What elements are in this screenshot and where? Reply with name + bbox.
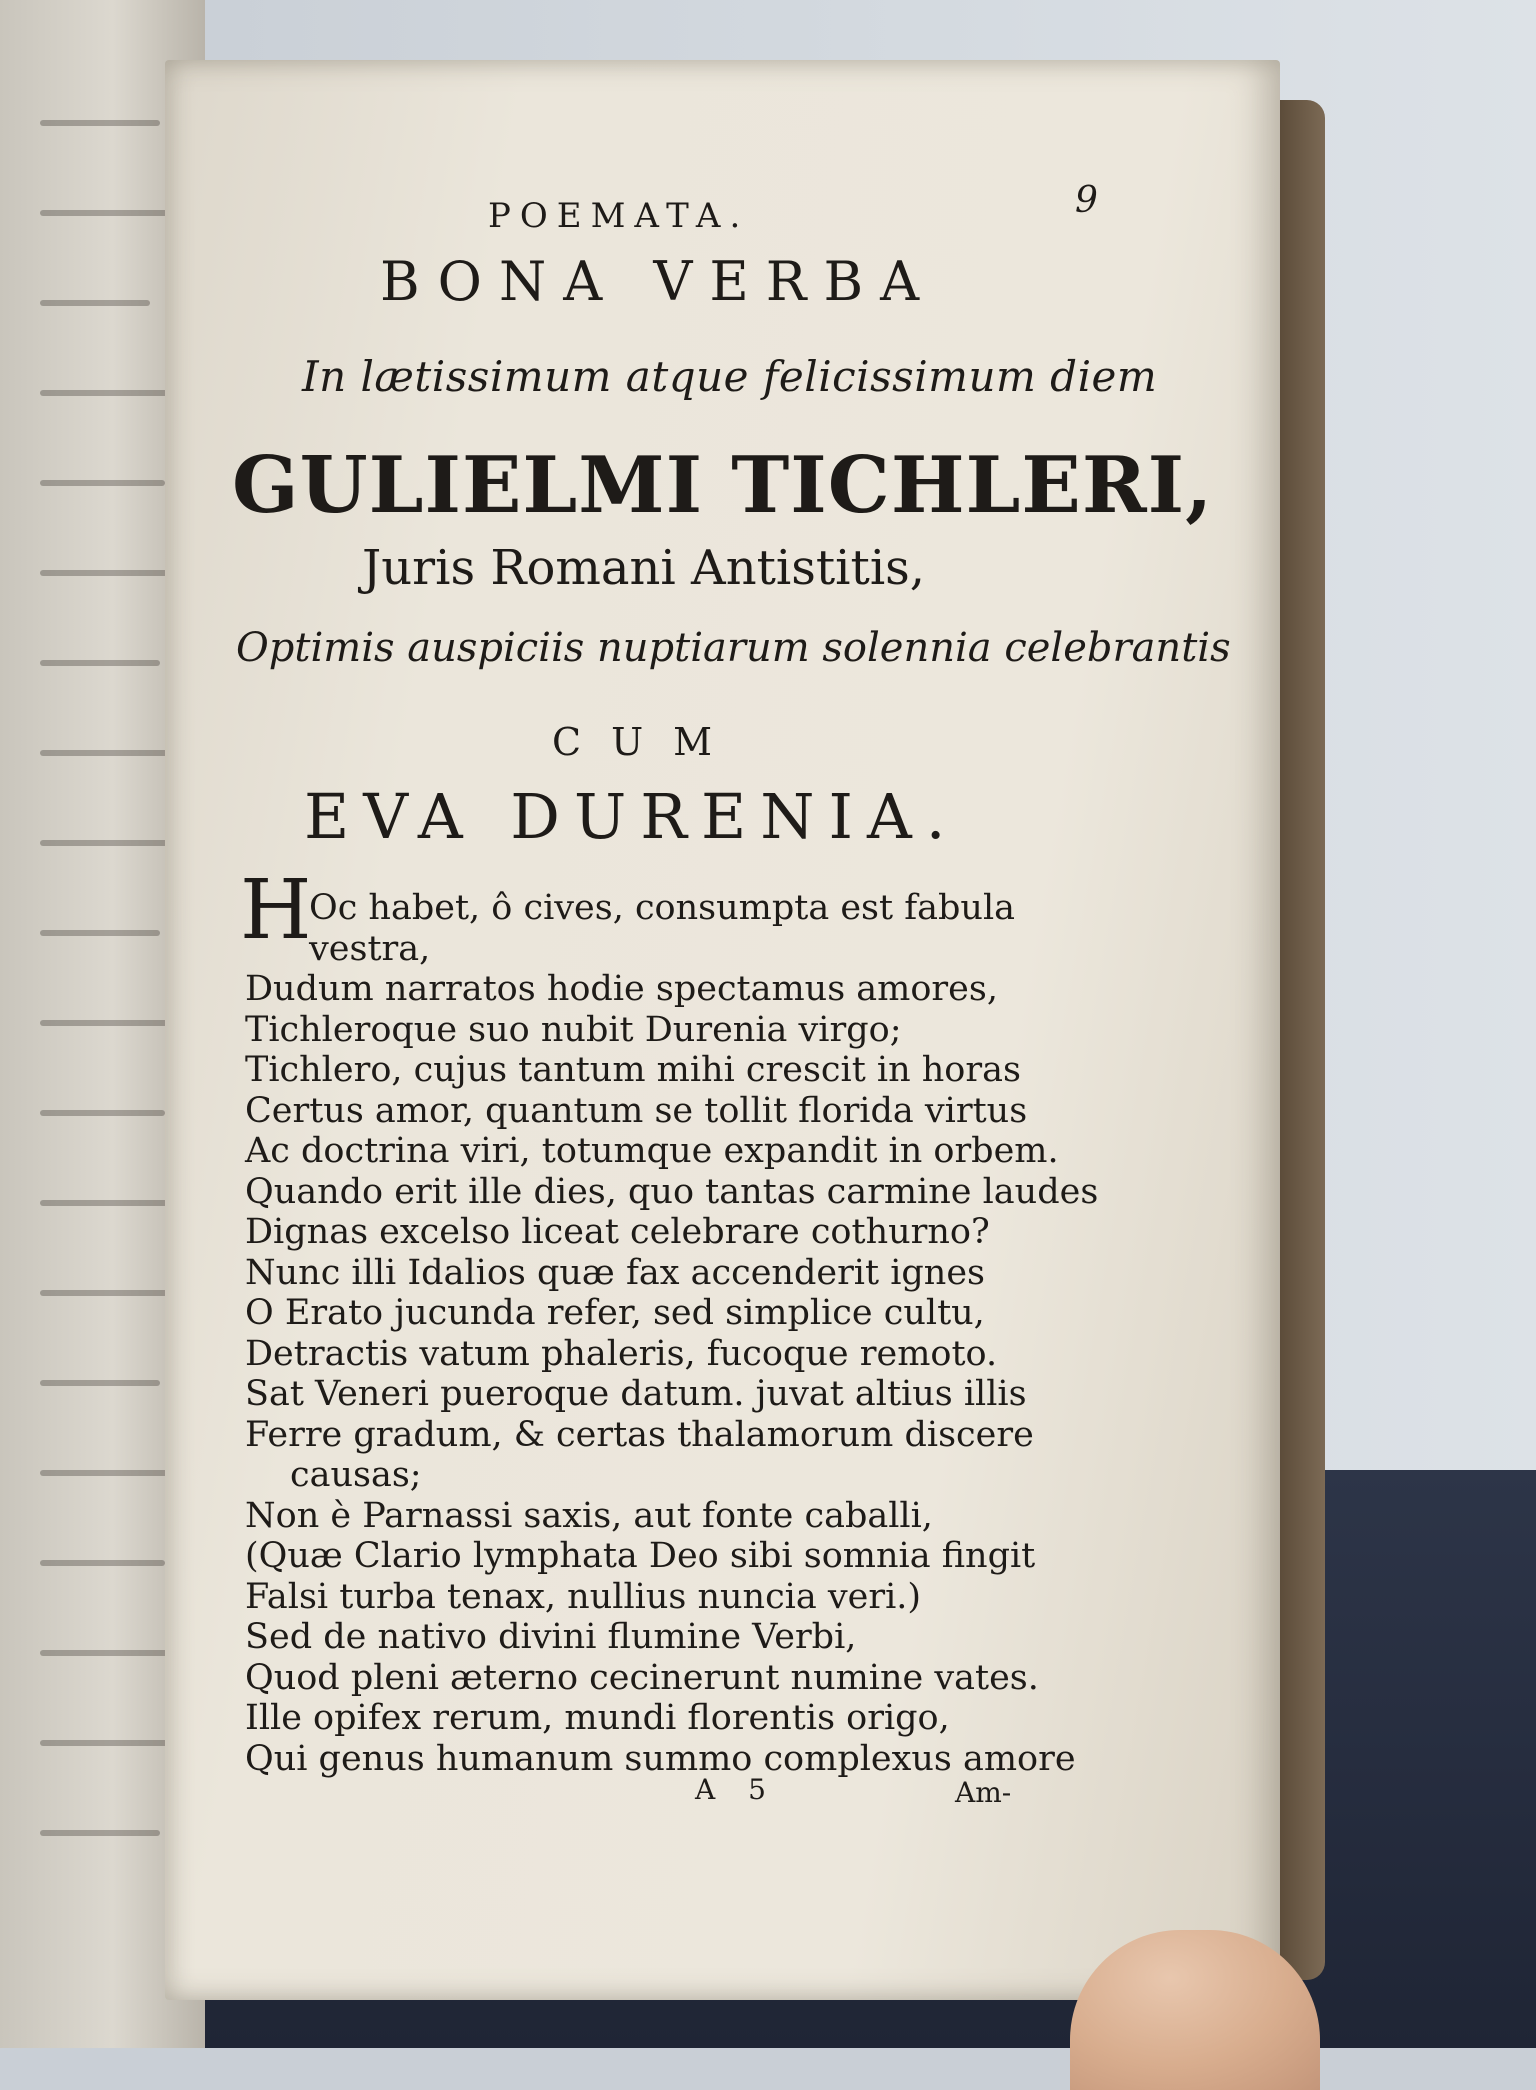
groom-name: GULIELMI TICHLERI, (232, 440, 1214, 531)
poem-line: Ferre gradum, & certas thalamorum discere (245, 1414, 1034, 1455)
cum-line: CUM (552, 720, 743, 764)
poem-line: Quod pleni æterno cecinerunt numine vates. (245, 1657, 1039, 1698)
poem-heading: BONA VERBA (380, 250, 937, 313)
running-header: POEMATA. (488, 196, 750, 236)
groom-title: Juris Romani Antistitis, (362, 540, 926, 596)
poem-line: Certus amor, quantum se tollit florida virtus (245, 1090, 1028, 1131)
poem-text (245, 888, 1098, 1779)
poem-line: vestra, (309, 928, 431, 969)
poem-line: Sed de nativo divini flumine Verbi, (245, 1617, 857, 1657)
poem-line: Quando erit ille dies, quo tantas carmine laudes (245, 1171, 1099, 1212)
drop-cap: H (240, 863, 312, 958)
page-number: 9 (1075, 180, 1098, 221)
poem-line: Falsi turba tenax, nullius nuncia veri.) (245, 1576, 922, 1617)
poem-line: O Erato jucunda refer, sed simplice cultu, (245, 1293, 985, 1333)
poem-line: Qui genus humanum summo complexus amore (245, 1738, 1076, 1779)
poem-line: Non è Parnassi saxis, aut fonte caballi, (245, 1495, 933, 1536)
poem-line: Nunc illi Idalios quæ fax accenderit ignes (245, 1252, 986, 1293)
poem-line: (Quæ Clario lymphata Deo sibi somnia fingit (245, 1536, 1036, 1576)
dedication-line-3: Optimis auspiciis nuptiarum solennia celebrantis (236, 625, 1231, 671)
poem-line: causas; (290, 1455, 422, 1495)
dedication-line-1: In lætissimum atque felicissimum diem (302, 352, 1158, 401)
poem-line: Sat Veneri pueroque datum. juvat altius illis (245, 1374, 1027, 1414)
poem-line: Tichlero, cujus tantum mihi crescit in horas (245, 1050, 1021, 1090)
poem-line: Ille opifex rerum, mundi florentis origo, (245, 1698, 950, 1738)
poem-line: Ac doctrina viri, totumque expandit in orbem. (245, 1131, 1059, 1171)
poem-line: Dignas excelso liceat celebrare cothurno? (245, 1212, 990, 1252)
poem-line: Dudum narratos hodie spectamus amores, (245, 969, 998, 1009)
poem-line: Tichleroque suo nubit Durenia virgo; (245, 1009, 902, 1050)
poem-line: Detractis vatum phaleris, fucoque remoto. (245, 1333, 998, 1374)
catchword: Am- (955, 1776, 1012, 1809)
poem-line: Oc habet, ô cives, consumpta est fabula (309, 888, 1016, 928)
bride-name: EVA DURENIA. (304, 780, 960, 853)
signature-mark: A 5 (695, 1773, 778, 1806)
